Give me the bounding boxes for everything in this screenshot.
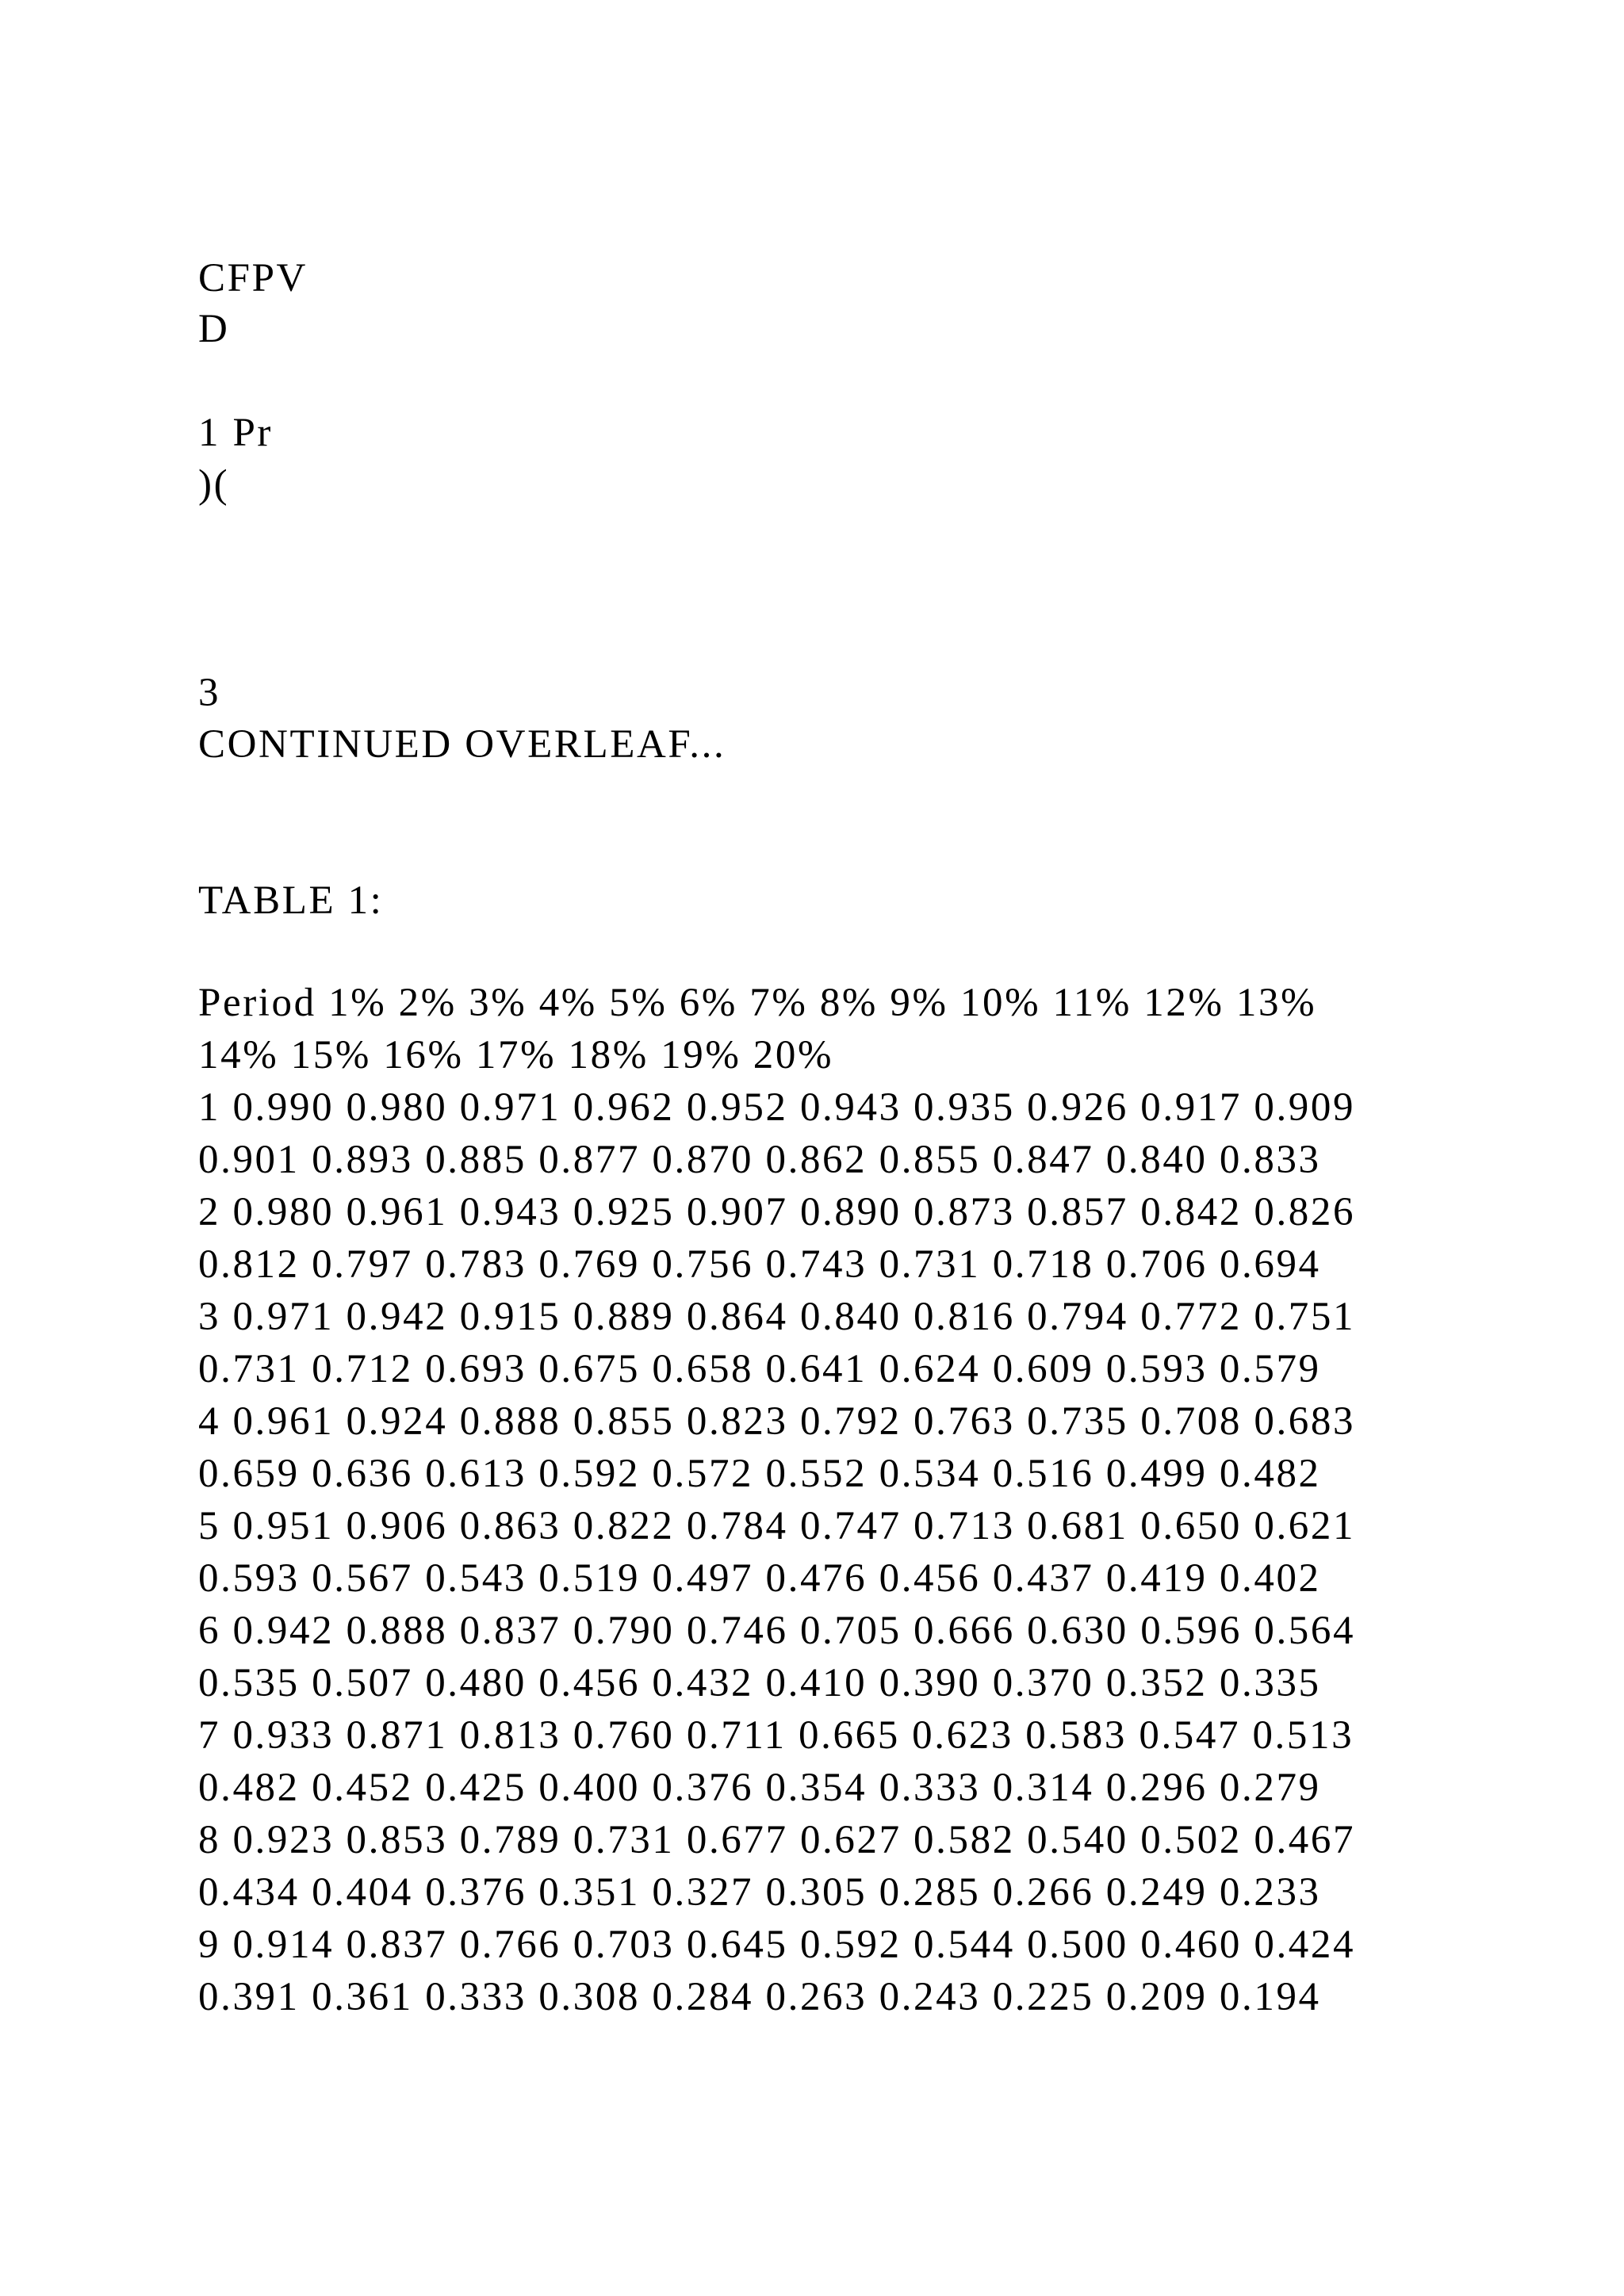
formula-parentheses: )(	[198, 462, 230, 507]
formula-denominator: D	[198, 307, 230, 351]
table-header-line: 14% 15% 16% 17% 18% 19% 20%	[198, 1033, 834, 1077]
table-row-line: 0.482 0.452 0.425 0.400 0.376 0.354 0.333 0.314 0.296 0.279	[198, 1766, 1321, 1810]
table-row-line: 0.901 0.893 0.885 0.877 0.870 0.862 0.855 0.847 0.840 0.833	[198, 1138, 1321, 1182]
table-row-line: 3 0.971 0.942 0.915 0.889 0.864 0.840 0.816 0.794 0.772 0.751	[198, 1295, 1356, 1339]
table-row-line: 0.434 0.404 0.376 0.351 0.327 0.305 0.285 0.266 0.249 0.233	[198, 1870, 1321, 1915]
formula-discount-term: 1 Pr	[198, 411, 273, 455]
table-row-line: 7 0.933 0.871 0.813 0.760 0.711 0.665 0.623 0.583 0.547 0.513	[198, 1713, 1354, 1758]
table-row-line: 6 0.942 0.888 0.837 0.790 0.746 0.705 0.666 0.630 0.596 0.564	[198, 1609, 1356, 1653]
continued-note: CONTINUED OVERLEAF...	[198, 722, 726, 767]
table-title: TABLE 1:	[198, 878, 384, 923]
table-row-line: 0.659 0.636 0.613 0.592 0.572 0.552 0.534 0.516 0.499 0.482	[198, 1452, 1321, 1496]
page-number: 3	[198, 671, 221, 715]
formula-numerator: CFPV	[198, 256, 308, 300]
table-row-line: 0.812 0.797 0.783 0.769 0.756 0.743 0.731 0.718 0.706 0.694	[198, 1242, 1321, 1287]
table-row-line: 4 0.961 0.924 0.888 0.855 0.823 0.792 0.763 0.735 0.708 0.683	[198, 1399, 1356, 1444]
table-row-line: 9 0.914 0.837 0.766 0.703 0.645 0.592 0.544 0.500 0.460 0.424	[198, 1923, 1356, 1967]
table-row-line: 5 0.951 0.906 0.863 0.822 0.784 0.747 0.713 0.681 0.650 0.621	[198, 1504, 1356, 1548]
table-row-line: 2 0.980 0.961 0.943 0.925 0.907 0.890 0.873 0.857 0.842 0.826	[198, 1190, 1356, 1234]
table-row-line: 8 0.923 0.853 0.789 0.731 0.677 0.627 0.582 0.540 0.502 0.467	[198, 1818, 1356, 1862]
discount-factor-table	[198, 977, 1435, 2023]
table-header-line: Period 1% 2% 3% 4% 5% 6% 7% 8% 9% 10% 11% 12% 13%	[198, 981, 1317, 1025]
table-row-line: 0.731 0.712 0.693 0.675 0.658 0.641 0.624 0.609 0.593 0.579	[198, 1347, 1321, 1391]
table-row-line: 0.535 0.507 0.480 0.456 0.432 0.410 0.390 0.370 0.352 0.335	[198, 1661, 1321, 1705]
table-row-line: 0.593 0.567 0.543 0.519 0.497 0.476 0.456 0.437 0.419 0.402	[198, 1556, 1321, 1601]
table-row-line: 0.391 0.361 0.333 0.308 0.284 0.263 0.243 0.225 0.209 0.194	[198, 1975, 1321, 2019]
table-row-line: 1 0.990 0.980 0.971 0.962 0.952 0.943 0.935 0.926 0.917 0.909	[198, 1085, 1356, 1130]
